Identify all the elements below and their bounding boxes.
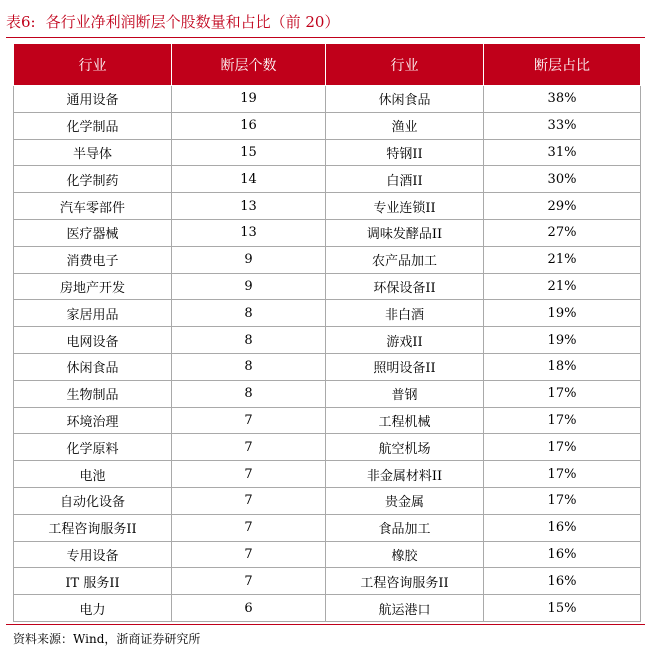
- industry-name-cell: 通用设备: [14, 86, 172, 113]
- industry-name-cell: 特钢II: [326, 139, 484, 166]
- industry-name-cell: 电力: [14, 595, 172, 622]
- industry-name-cell: 电池: [14, 461, 172, 488]
- industry-table: [13, 43, 641, 622]
- gap-ratio-cell: 33%: [484, 112, 641, 139]
- table-row: [14, 568, 641, 595]
- industry-name-cell: 农产品加工: [326, 246, 484, 273]
- industry-name-cell: 汽车零部件: [14, 193, 172, 220]
- industry-name-cell: 渔业: [326, 112, 484, 139]
- industry-name-cell: 照明设备II: [326, 353, 484, 380]
- gap-ratio-cell: 38%: [484, 86, 641, 113]
- industry-name-cell: IT 服务II: [14, 568, 172, 595]
- table-title: 各行业净利润断层个股数量和占比（前 20）: [45, 13, 340, 31]
- industry-name-cell: 调味发酵品II: [326, 219, 484, 246]
- table-row: [14, 595, 641, 622]
- table-row: [14, 273, 641, 300]
- industry-name-cell: 贵金属: [326, 487, 484, 514]
- industry-name-cell: 工程咨询服务II: [326, 568, 484, 595]
- table-row: [14, 461, 641, 488]
- gap-count-cell: 15: [172, 139, 326, 166]
- gap-count-cell: 14: [172, 166, 326, 193]
- table-row: [14, 219, 641, 246]
- industry-name-cell: 航空机场: [326, 434, 484, 461]
- table-row: [14, 353, 641, 380]
- industry-name-cell: 环保设备II: [326, 273, 484, 300]
- gap-count-cell: 8: [172, 380, 326, 407]
- table-row: [14, 112, 641, 139]
- industry-name-cell: 食品加工: [326, 514, 484, 541]
- industry-name-cell: 家居用品: [14, 300, 172, 327]
- table-row: [14, 246, 641, 273]
- gap-ratio-cell: 17%: [484, 407, 641, 434]
- industry-name-cell: 白酒II: [326, 166, 484, 193]
- gap-ratio-cell: 27%: [484, 219, 641, 246]
- industry-name-cell: 自动化设备: [14, 487, 172, 514]
- table-number: 表6:: [6, 13, 36, 31]
- industry-name-cell: 化学制品: [14, 112, 172, 139]
- gap-count-cell: 7: [172, 541, 326, 568]
- industry-name-cell: 非白酒: [326, 300, 484, 327]
- table-row: [14, 166, 641, 193]
- gap-ratio-cell: 19%: [484, 300, 641, 327]
- gap-ratio-cell: 17%: [484, 487, 641, 514]
- gap-count-cell: 7: [172, 487, 326, 514]
- header-industry-left: 行业: [14, 44, 172, 86]
- gap-ratio-cell: 21%: [484, 246, 641, 273]
- gap-count-cell: 9: [172, 246, 326, 273]
- industry-name-cell: 化学制药: [14, 166, 172, 193]
- industry-name-cell: 消费电子: [14, 246, 172, 273]
- gap-count-cell: 7: [172, 568, 326, 595]
- header-industry-right: 行业: [326, 44, 484, 86]
- industry-name-cell: 环境治理: [14, 407, 172, 434]
- table-row: [14, 434, 641, 461]
- table-row: [14, 300, 641, 327]
- gap-count-cell: 13: [172, 193, 326, 220]
- industry-name-cell: 普钢: [326, 380, 484, 407]
- source-note: 资料来源：Wind，浙商证券研究所: [13, 632, 201, 646]
- industry-name-cell: 专业连锁II: [326, 193, 484, 220]
- top-divider: [6, 37, 645, 38]
- table-row: [14, 407, 641, 434]
- industry-name-cell: 航运港口: [326, 595, 484, 622]
- gap-ratio-cell: 16%: [484, 541, 641, 568]
- gap-ratio-cell: 15%: [484, 595, 641, 622]
- table-row: [14, 487, 641, 514]
- industry-name-cell: 工程咨询服务II: [14, 514, 172, 541]
- industry-name-cell: 医疗器械: [14, 219, 172, 246]
- gap-count-cell: 13: [172, 219, 326, 246]
- industry-name-cell: 休闲食品: [14, 353, 172, 380]
- gap-count-cell: 7: [172, 407, 326, 434]
- gap-count-cell: 19: [172, 86, 326, 113]
- table-row: [14, 193, 641, 220]
- industry-name-cell: 游戏II: [326, 327, 484, 354]
- gap-count-cell: 7: [172, 461, 326, 488]
- table-row: [14, 86, 641, 113]
- gap-count-cell: 7: [172, 434, 326, 461]
- gap-ratio-cell: 17%: [484, 380, 641, 407]
- gap-count-cell: 16: [172, 112, 326, 139]
- gap-count-cell: 8: [172, 353, 326, 380]
- header-gap-ratio: 断层占比: [484, 44, 641, 86]
- table-row: [14, 327, 641, 354]
- table-header-row: [14, 44, 641, 86]
- industry-name-cell: 生物制品: [14, 380, 172, 407]
- gap-count-cell: 8: [172, 300, 326, 327]
- bottom-divider: [6, 624, 645, 625]
- table-row: [14, 380, 641, 407]
- industry-name-cell: 非金属材料II: [326, 461, 484, 488]
- gap-ratio-cell: 19%: [484, 327, 641, 354]
- industry-name-cell: 化学原料: [14, 434, 172, 461]
- gap-ratio-cell: 17%: [484, 434, 641, 461]
- table-row: [14, 139, 641, 166]
- industry-name-cell: 工程机械: [326, 407, 484, 434]
- industry-name-cell: 专用设备: [14, 541, 172, 568]
- gap-count-cell: 9: [172, 273, 326, 300]
- gap-ratio-cell: 31%: [484, 139, 641, 166]
- table-row: [14, 514, 641, 541]
- industry-name-cell: 橡胶: [326, 541, 484, 568]
- industry-name-cell: 半导体: [14, 139, 172, 166]
- gap-ratio-cell: 18%: [484, 353, 641, 380]
- gap-count-cell: 8: [172, 327, 326, 354]
- gap-ratio-cell: 30%: [484, 166, 641, 193]
- industry-name-cell: 房地产开发: [14, 273, 172, 300]
- header-gap-count: 断层个数: [172, 44, 326, 86]
- gap-count-cell: 6: [172, 595, 326, 622]
- gap-ratio-cell: 17%: [484, 461, 641, 488]
- gap-ratio-cell: 16%: [484, 568, 641, 595]
- table-caption: [6, 10, 339, 34]
- gap-ratio-cell: 21%: [484, 273, 641, 300]
- industry-name-cell: 休闲食品: [326, 86, 484, 113]
- industry-name-cell: 电网设备: [14, 327, 172, 354]
- table-row: [14, 541, 641, 568]
- gap-ratio-cell: 16%: [484, 514, 641, 541]
- gap-ratio-cell: 29%: [484, 193, 641, 220]
- gap-count-cell: 7: [172, 514, 326, 541]
